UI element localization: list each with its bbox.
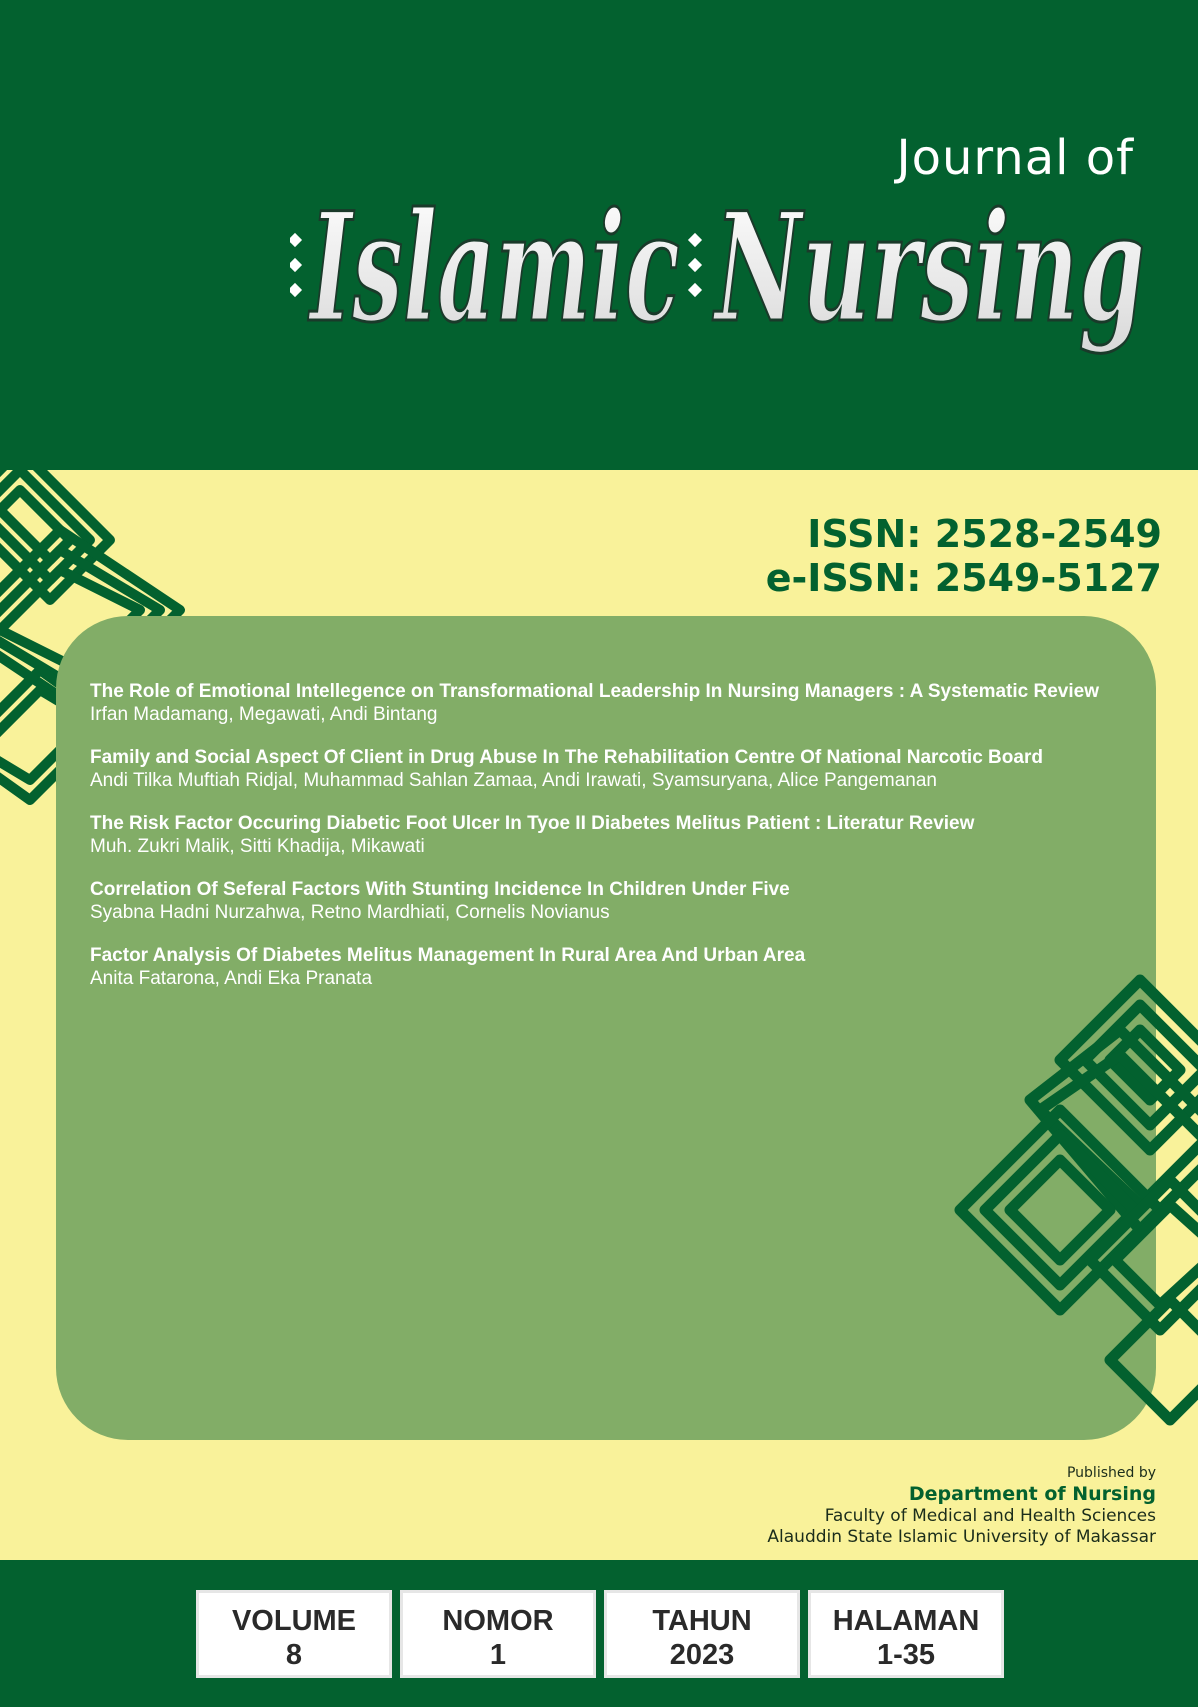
article-title: The Risk Factor Occuring Diabetic Foot Ulcer In Tyoe II Diabetes Melitus Patient : Literatur Review [90, 813, 975, 834]
publisher-university: Alauddin State Islamic University of Makassar [767, 1527, 1156, 1547]
tahun-box [604, 1590, 800, 1678]
article-item [90, 878, 1100, 924]
article-item [90, 680, 1100, 726]
published-by-label: Published by [1066, 1465, 1156, 1481]
article-title: The Role of Emotional Intellegence on Transformational Leadership In Nursing Managers : A Systematic Review [90, 681, 1099, 702]
article-title: Family and Social Aspect Of Client in Drug Abuse In The Rehabilitation Centre Of National Narcotic Board [90, 747, 1043, 768]
volume-value: 8 [285, 1639, 303, 1671]
halaman-label: HALAMAN [832, 1605, 980, 1637]
halaman-box [808, 1590, 1004, 1678]
issn-print: ISSN: 2528-2549 [807, 512, 1162, 556]
halaman-value: 1-35 [876, 1639, 936, 1671]
article-title: Correlation Of Seferal Factors With Stunting Incidence In Children Under Five [90, 879, 790, 900]
issn-electronic: e-ISSN: 2549-5127 [765, 556, 1162, 600]
article-authors: Muh. Zukri Malik, Sitti Khadija, Mikawati [90, 836, 425, 857]
article-authors: Anita Fatarona, Andi Eka Pranata [90, 968, 373, 989]
publisher-department: Department of Nursing [908, 1483, 1156, 1505]
journal-title-logo [290, 190, 1150, 370]
article-authors: Irfan Madamang, Megawati, Andi Bintang [90, 704, 438, 725]
nomor-value: 1 [489, 1639, 507, 1671]
article-title: Factor Analysis Of Diabetes Melitus Management In Rural Area And Urban Area [90, 945, 806, 966]
nomor-box [400, 1590, 596, 1678]
knot-ornament-icon [940, 960, 1198, 1460]
journal-of-text: Journal of [896, 130, 1134, 186]
volume-box [196, 1590, 392, 1678]
article-authors: Syabna Hadni Nurzahwa, Retno Mardhiati, Cornelis Novianus [90, 902, 610, 923]
title-word-islamic: Islamic [307, 190, 680, 356]
article-authors: Andi Tilka Muftiah Ridjal, Muhammad Sahlan Zamaa, Andi Irawati, Syamsuryana, Alice Pangemanan [90, 770, 937, 791]
volume-label: VOLUME [231, 1605, 357, 1637]
publisher-block [767, 1464, 1156, 1548]
tahun-label: TAHUN [652, 1605, 752, 1637]
tahun-value: 2023 [669, 1639, 735, 1671]
article-item [90, 812, 1100, 858]
issue-info-boxes [196, 1590, 1004, 1678]
title-word-nursing: Nursing [712, 190, 1145, 356]
issn-block [766, 512, 1162, 600]
nomor-label: NOMOR [442, 1605, 554, 1637]
publisher-faculty: Faculty of Medical and Health Sciences [824, 1506, 1156, 1526]
article-item [90, 746, 1100, 792]
